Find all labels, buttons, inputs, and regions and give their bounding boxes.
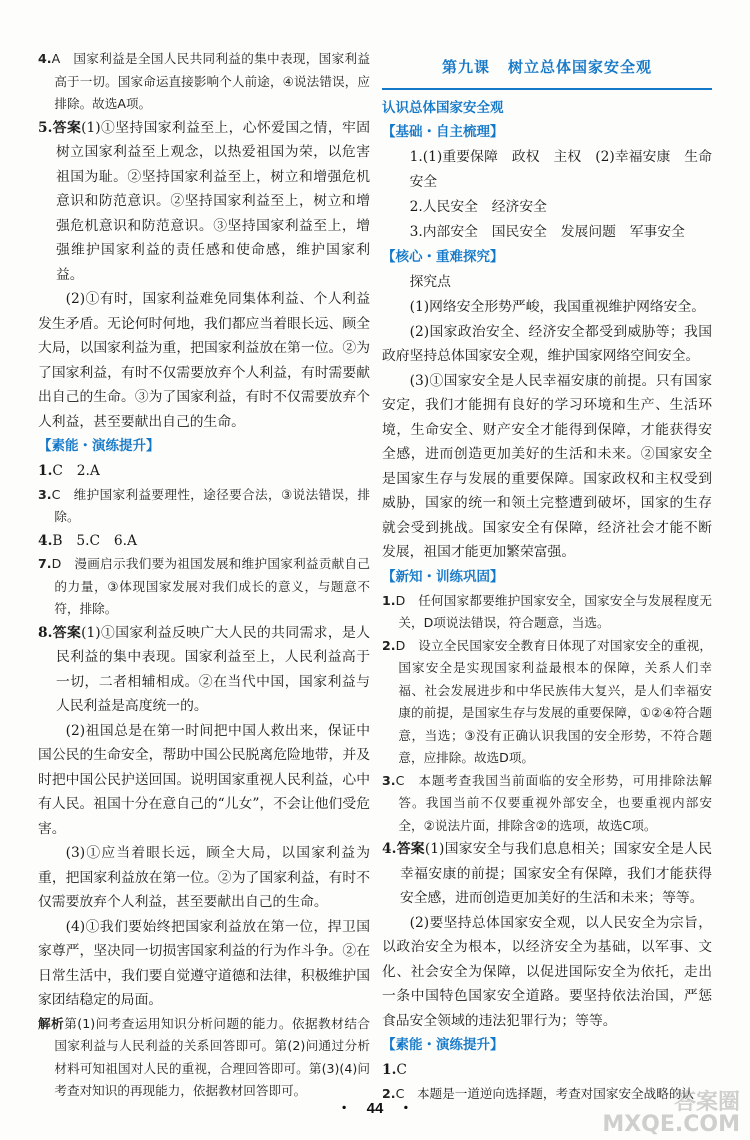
paragraph-text: 1.(1)重要保障 政权 主权 (2)幸福安康 生命安全: [409, 149, 712, 190]
question-number: 3.: [38, 486, 52, 502]
paragraph-text: (1)网络安全形势严峻，我国重视维护网络安全。: [409, 299, 706, 315]
question-number: 5.: [38, 119, 53, 136]
paragraph-text: 探究点: [409, 274, 451, 290]
answer-paragraph: [38, 1013, 370, 1103]
answer-paragraph: [382, 590, 712, 635]
paragraph-text: 第(1)问考查运用知识分析问题的能力。依据教材结合国家利益与人民利益的关系回答即可。第(2)问通过分析材料可知祖国对人民的重视，合理回答即可。第(3)(4)问考查对知识的再现能力，依据教材回答即可。: [54, 1015, 371, 1098]
question-number: 4.: [38, 51, 52, 66]
page-number: ・ 44 ・: [336, 1100, 414, 1117]
question-number: 1.: [38, 463, 53, 479]
paragraph-text: (2)要坚持总体国家安全观，以人民安全为宗旨，以政治安全为根本，以经济安全为基础，以军事、文化、社会安全为保障，以促进国际安全为依托，走出一条中国特色国家安全道路。要坚持依法治国，严惩食品安全领域的违法犯罪行为；等等。: [382, 914, 712, 1029]
paragraph-text: D 任何国家都要维护国家安全，国家安全与发展程度无关，D项说法错误，符合题意，当选。: [395, 592, 712, 630]
answer-paragraph: [38, 553, 370, 621]
answer-label: 答案: [52, 624, 82, 641]
question-number: 4.: [382, 841, 397, 857]
question-number: 4.: [38, 532, 53, 549]
left-column: [38, 48, 370, 1103]
question-number: 1.: [382, 1062, 397, 1078]
answer-paragraph: [38, 915, 370, 1013]
paragraph-text: 3.内部安全 国民安全 发展问题 军事安全: [409, 224, 685, 240]
topic-heading: 认识总体国家安全观: [382, 100, 504, 116]
answer-paragraph: [382, 145, 712, 195]
answer-paragraph: [382, 220, 712, 245]
answer-paragraph: [38, 529, 370, 554]
paragraph-text: (3)①应当着眼长远，顾全大局，以国家利益为重，把国家利益放在第一位。②为了国家利益，有时不仅需要放弃个人利益，甚至要献出自己的生命。: [38, 845, 370, 910]
paragraph-text: C 2.A: [52, 463, 100, 479]
answer-paragraph: [382, 770, 712, 838]
answer-paragraph: [38, 287, 370, 434]
answer-paragraph: [38, 459, 370, 484]
answer-paragraph: [382, 837, 712, 911]
paragraph-text: (4)①我们要始终把国家利益放在第一位，捍卫国家尊严，坚决同一切损害国家利益的行为作斗争。②在日常生活中，我们要自觉遵守道德和法律，积极维护国家团结稳定的局面。: [38, 918, 370, 1008]
section-heading: 【素能・演练提升】: [38, 438, 160, 454]
section-heading: 【新知・训练巩固】: [382, 568, 504, 585]
paragraph-text: C: [396, 1062, 407, 1078]
lesson-title: [382, 54, 712, 80]
lesson-number: 第九课: [441, 58, 490, 76]
question-number: 8.: [38, 624, 53, 641]
answer-paragraph: [382, 1058, 712, 1083]
question-number: 1.: [382, 592, 396, 608]
paragraph-text: (2)①有时，国家利益难免同集体利益、个人利益发生矛盾。无论何时何地，我们都应当着眼长远、顾全大局，以国家利益为重，把国家利益放在第一位。②为了国家利益，有时不仅需要放弃个人利益，有时需要献出自己的生命。③为了国家利益，有时不仅需要放弃个人利益，甚至要献出自己的生命。: [38, 291, 370, 430]
paragraph-text: 2.人民安全 经济安全: [409, 199, 547, 215]
lesson-header: [382, 54, 712, 90]
answer-label: 解析: [38, 1015, 65, 1031]
paragraph-text: B 5.C 6.A: [52, 532, 137, 549]
paragraph-text: (1)①坚持国家利益至上，心怀爱国之情，牢固树立国家利益至上观念，以热爱祖国为荣，以危害祖国为耻。②坚持国家利益至上，树立和增强危机意识和防范意识。②坚持国家利益至上，树立和增强危机意识和防范意识。③坚持国家利益至上，增强维护国家利益的责任感和使命感，维护国家利益。: [55, 119, 371, 283]
section-heading: 【核心・重难探究】: [382, 249, 504, 265]
question-number: 2.: [382, 1085, 396, 1101]
answer-paragraph: [38, 841, 370, 915]
answer-paragraph: [38, 484, 370, 529]
answer-paragraph: [382, 195, 712, 220]
paragraph-text: C 维护国家利益要理性，途径要合法，③说法错误，排除。: [51, 486, 370, 524]
answer-paragraph: [38, 48, 370, 116]
paragraph-text: (2)祖国总是在第一时间把中国人救出来，保证中国公民的生命安全，帮助中国公民脱离危险地带，并及时把中国公民护送回国。说明国家重视人民利益，心中有人民。祖国十分在意自己的“儿女”，不会让他们受危害。: [38, 722, 370, 837]
question-number: 2.: [382, 637, 396, 653]
paragraph-text: D 设立全民国家安全教育日体现了对国家安全的重视，国家安全是实现国家利益最根本的保障，关系人们幸福、社会发展进步和中华民族伟大复兴，是人们幸福安康的前提，是国家生存与发展的重要保障，①②④符合题意，当选；③没有正确认识我国的安全形势，不符合题意，应排除。故选D项。: [395, 637, 712, 765]
right-content: [382, 96, 712, 1105]
answer-paragraph: [382, 320, 712, 369]
answer-paragraph: [38, 116, 370, 288]
answer-paragraph: [382, 295, 712, 320]
paragraph-text: (3)①国家安全是人民幸福安康的前提。只有国家安定，我们才能拥有良好的学习环境和生产、生活环境，生命安全、财产安全才能得到保障，才能获得安全感，进而创造更加美好的生活和未来。②国家安全是国家生存与发展的重要保障。国家政权和主权受到威胁，国家的统一和领土完整遭到破坏，国家的生存就会受到挑战。国家安全有保障，经济社会才能不断发展，祖国才能更加繁荣富强。: [382, 372, 712, 560]
answer-paragraph: [382, 369, 712, 565]
section-heading: 【素能・演练提升】: [382, 1037, 504, 1053]
answer-paragraph: [38, 621, 370, 719]
question-number: 7.: [38, 556, 52, 571]
answer-paragraph: [382, 270, 712, 295]
section-heading: 【基础・自主梳理】: [382, 124, 504, 140]
lesson-name: 树立总体国家安全观: [508, 58, 653, 76]
answer-label: 答案: [52, 119, 82, 136]
site-watermark: 答案圈 MXQE.COM: [602, 1090, 740, 1137]
right-column: [382, 48, 712, 1105]
paragraph-text: A 国家利益是全国人民共同利益的集中表现，国家利益高于一切。国家命运直接影响个人前途，④说法错误，应排除。故选A项。: [51, 51, 370, 111]
answer-paragraph: [382, 635, 712, 770]
answer-paragraph: [38, 719, 370, 842]
paragraph-text: (1)国家安全与我们息息相关；国家安全是人民幸福安康的前提；国家安全有保障，我们才能获得安全感，进而创造更加美好的生活和未来；等等。: [399, 841, 713, 906]
paragraph-text: C 本题考查我国当前面临的安全形势，可用排除法解答。我国当前不仅要重视外部安全，也要重视内部安全，②说法片面，排除含②的选项，故选C项。: [395, 772, 712, 833]
answer-paragraph: [382, 911, 712, 1034]
paragraph-text: D 漫画启示我们要为祖国发展和维护国家利益贡献自己的力量，③体现国家发展对我们成长的意义，与题意不符，排除。: [51, 556, 370, 616]
paragraph-text: (1)①国家利益反映广大人民的共同需求，是人民利益的集中表现。国家利益至上，人民利益高于一切，二者相辅相成。②在当代中国，国家利益与人民利益是高度统一的。: [55, 624, 371, 714]
answer-label: 答案: [396, 841, 425, 857]
paragraph-text: C 本题是一道逆向选择题，考查对国家安全战略的认: [395, 1085, 695, 1101]
paragraph-text: (2)国家政治安全、经济安全都受到威胁等；我国政府坚持总体国家安全观，维护国家网络空间安全。: [382, 323, 712, 364]
question-number: 3.: [382, 772, 396, 788]
